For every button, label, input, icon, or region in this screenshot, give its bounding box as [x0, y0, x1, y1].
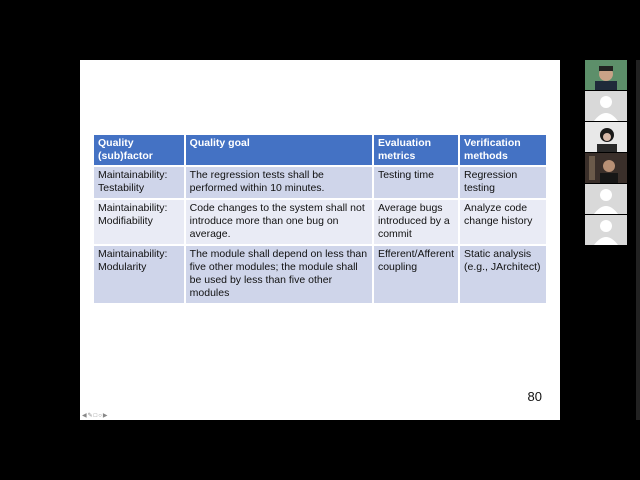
table-cell: Regression testing	[459, 166, 546, 199]
table-header-row	[94, 135, 546, 166]
table-cell: Maintainability: Modifiability	[94, 199, 185, 245]
table-cell: Maintainability: Modularity	[94, 245, 185, 303]
header-quality-subfactor: Quality (sub)factor	[94, 135, 185, 166]
participant-video-icon	[585, 122, 627, 152]
table-row	[94, 166, 546, 199]
table-row	[94, 245, 546, 303]
header-verification-methods: Verification methods	[459, 135, 546, 166]
zoom-icon[interactable]: ○	[98, 413, 103, 419]
table-cell: The regression tests shall be performed within 10 minutes.	[185, 166, 373, 199]
participant-tile[interactable]	[585, 184, 627, 214]
pen-icon[interactable]: ✎	[87, 413, 94, 419]
table-cell: Testing time	[373, 166, 459, 199]
table-row	[94, 199, 546, 245]
participant-tile[interactable]	[585, 91, 627, 121]
table-cell: Maintainability: Testability	[94, 166, 185, 199]
participant-video-strip	[585, 60, 627, 246]
table-cell: Analyze code change history	[459, 199, 546, 245]
participant-tile[interactable]	[585, 60, 627, 90]
participant-tile[interactable]	[585, 215, 627, 245]
table-cell: Average bugs introduced by a commit	[373, 199, 459, 245]
participant-tile[interactable]	[585, 122, 627, 152]
table-cell: Code changes to the system shall not introduce more than one bug on average.	[185, 199, 373, 245]
user-avatar-icon	[585, 215, 627, 245]
header-evaluation-metrics: Evaluation metrics	[373, 135, 459, 166]
presentation-tools[interactable]	[82, 412, 109, 419]
header-quality-goal: Quality goal	[185, 135, 373, 166]
user-avatar-icon	[585, 184, 627, 214]
side-panel-edge	[636, 60, 640, 420]
presentation-slide	[80, 60, 560, 420]
participant-video-icon	[585, 60, 627, 90]
user-avatar-icon	[585, 91, 627, 121]
table-cell: The module shall depend on less than five other modules; the module shall be used by less than five other modules	[185, 245, 373, 303]
table-cell: Efferent/Afferent coupling	[373, 245, 459, 303]
arrow-right-icon[interactable]: ▶	[102, 413, 109, 419]
slides-icon[interactable]: □	[93, 413, 99, 419]
participant-video-icon	[585, 153, 627, 183]
slide-number: 80	[527, 389, 542, 404]
quality-table	[94, 135, 546, 303]
table-cell: Static analysis (e.g., JArchitect)	[459, 245, 546, 303]
arrow-left-icon[interactable]: ◀	[82, 413, 88, 419]
participant-tile[interactable]	[585, 153, 627, 183]
